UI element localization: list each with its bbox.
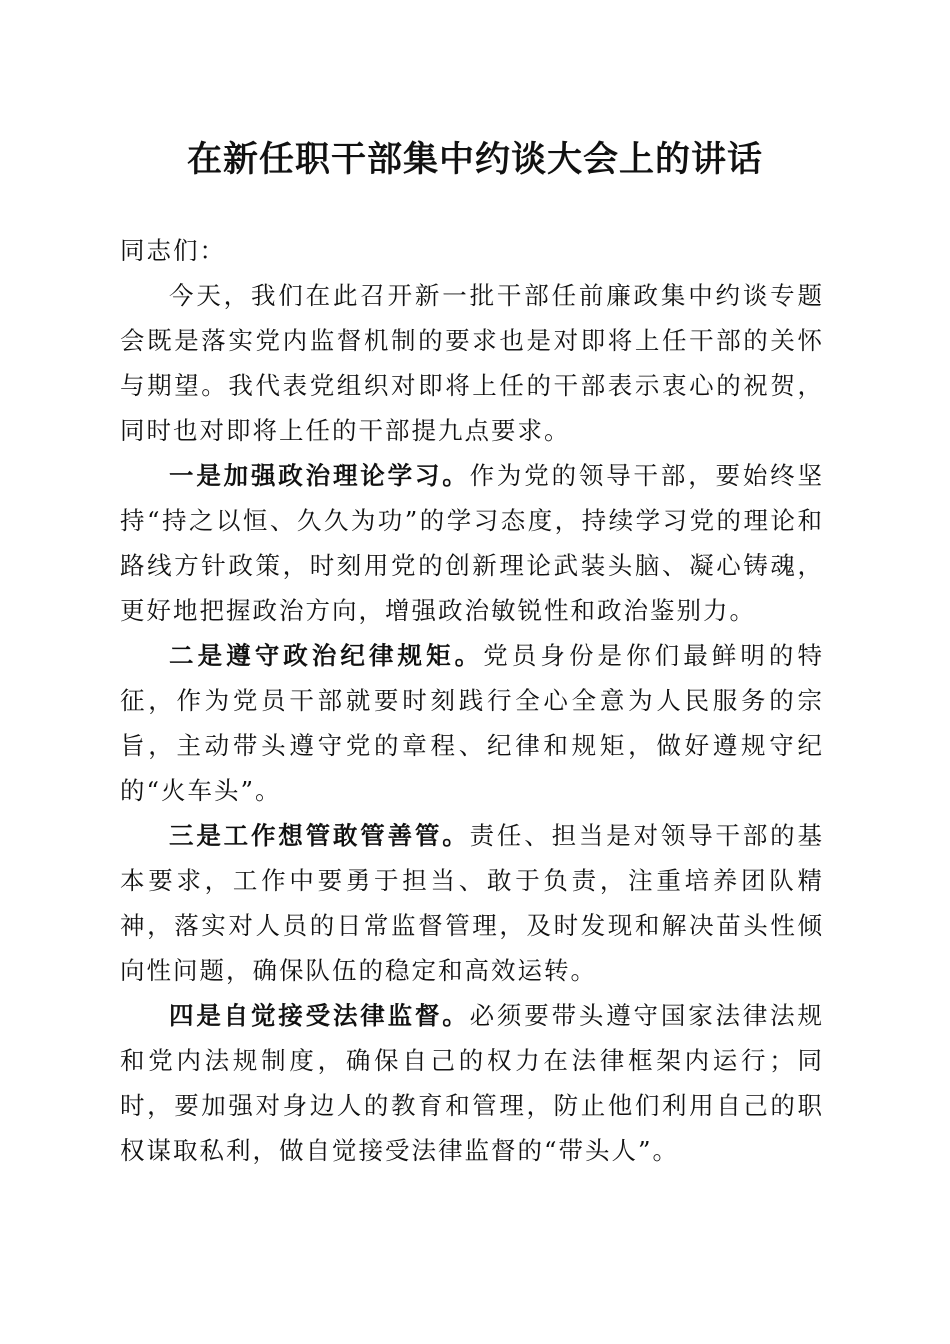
salutation: 同志们： xyxy=(120,236,226,265)
intro-paragraph: 今天，我们在此召开新一批干部任前廉政集中约谈专题会既是落实党内监督机制的要求也是对即将上任干部的关怀与期望。我代表党组织对即将上任的干部表示衷心的祝贺，同时也对即将上任的干部提九点要求。 xyxy=(120,281,824,445)
point-paragraph-4 xyxy=(120,993,824,1173)
point-heading-3: 三是工作想管敢管善管。 xyxy=(169,821,470,850)
point-text-1: 作为党的领导干部，要始终坚持“持之以恒、久久为功”的学习态度，持续学习党的理论和路线方针政策，时刻用党的创新理论武装头脑、凝心铸魂，更好地把握政治方向，增强政治敏锐性和政治鉴别力。 xyxy=(120,461,825,625)
point-paragraph-1 xyxy=(120,453,824,633)
point-text-2: 党员身份是你们最鲜明的特征，作为党员干部就要时刻践行全心全意为人民服务的宗旨，主动带头遵守党的章程、纪律和规矩，做好遵规守纪的“火车头”。 xyxy=(120,641,824,805)
point-heading-2: 二是遵守政治纪律规矩。 xyxy=(169,641,484,670)
point-text-4: 必须要带头遵守国家法律法规和党内法规制度，确保自己的权力在法律框架内运行；同时，要加强对身边人的教育和管理，防止他们利用自己的职权谋取私利，做自觉接受法律监督的“带头人”。 xyxy=(120,1001,825,1165)
point-heading-4: 四是自觉接受法律监督。 xyxy=(169,1001,470,1030)
page-title: 在新任职干部集中约谈大会上的讲话 xyxy=(186,139,763,180)
point-text-3: 责任、担当是对领导干部的基本要求，工作中要勇于担当、敢于负责，注重培养团队精神，落实对人员的日常监督管理，及时发现和解决苗头性倾向性问题，确保队伍的稳定和高效运转。 xyxy=(120,821,825,985)
point-heading-1: 一是加强政治理论学习。 xyxy=(169,461,470,490)
speech-body xyxy=(120,228,824,1173)
point-paragraph-2 xyxy=(120,633,824,813)
point-paragraph-3 xyxy=(120,813,824,993)
